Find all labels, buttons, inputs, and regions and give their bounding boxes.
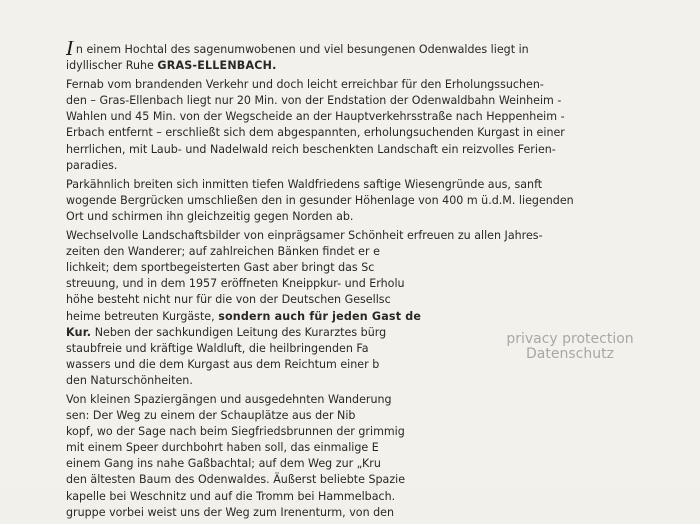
watermark-line-1: privacy protection [506,331,634,347]
document-text [66,41,656,524]
text-line: wogende Bergrücken umschließen den in gesunder Höhenlage von 400 m ü.d.M. liegenden [66,193,574,207]
line-text: heime betreuten Kurgäste, [66,309,219,323]
initial-letter: I [66,41,74,59]
text-line: gruppe vorbei weist uns der Weg zum Irenenturm, von den [66,505,395,519]
text-line: lichkeit; dem sportbegeisterten Gast aber bringt das Sc [66,261,375,275]
watermark-line-2: Datenschutz [526,346,614,362]
paragraph-walks [66,392,656,521]
text-line: paradies. [66,158,118,172]
text-line: kopf, wo der Sage nach beim Siegfriedsbrunnen der grimmig [66,425,405,439]
line-text: idyllischer Ruhe [66,59,158,73]
paragraph-location [66,77,656,174]
text-line: einem Gang ins nahe Gaßbachtal; auf dem Weg zur „Kru [66,457,381,471]
text-line [66,58,656,74]
text-line: den ältesten Baum des Odenwaldes. Äußerst beliebte Spazie [66,473,406,487]
text-line [66,41,656,58]
line-text: Neben der sachkundigen Leitung des Kurarztes bürg [91,325,387,339]
place-name: GRAS-ELLENBACH. [157,59,277,73]
text-line: Erbach entfernt – erschließt sich dem abgespannten, erholungsuchenden Kurgast in einer [66,126,565,140]
text-line: sen: Der Weg zu einem der Schauplätze aus der Nib [66,409,356,423]
text-line: staubfreie und kräftige Waldluft, die heilbringenden Fa [66,341,369,355]
text-line: Ort und schirmen ihn gleichzeitig gegen Norden ab. [66,209,354,223]
text-line: Parkähnlich breiten sich inmitten tiefen Waldfriedens saftige Wiesengründe aus, sanft [66,177,543,191]
privacy-watermark [470,332,670,362]
text-line: Von kleinen Spaziergängen und ausgedehnten Wanderung [66,392,392,406]
emphasis-text: sondern auch für jeden Gast de [218,309,422,323]
line-text: n einem Hochtal des sagenumwobenen und viel besungenen Odenwaldes liegt in [75,43,529,56]
text-line: mit einem Speer durchbohrt haben soll, das einmalige E [66,441,379,455]
text-line: den Naturschönheiten. [66,373,193,387]
text-line: zeiten den Wanderer; auf zahlreichen Bänken findet er e [66,245,380,259]
text-line: Wechselvolle Landschaftsbilder von einprägsamer Schönheit erfreuen zu allen Jahres- [66,229,543,243]
text-line [66,309,656,325]
text-line: herrlichen, mit Laub- und Nadelwald reich beschenkten Landschaft ein reizvolles Ferien- [66,142,556,156]
text-line: kapelle bei Weschnitz und auf die Tromm bei Hammelbach. [66,489,396,503]
text-line: Fernab vom brandenden Verkehr und doch leicht erreichbar für den Erholungssuchen- [66,78,544,92]
text-line: wassers und die dem Kurgast aus dem Reichtum einer b [66,357,380,371]
text-line: Wahlen und 45 Min. von der Wegscheide an der Hauptverkehrsstraße nach Heppenheim - [66,110,565,124]
text-line: höhe besteht nicht nur für die von der Deutschen Gesellsc [66,293,391,307]
text-line: streuung, und in dem 1957 eröffneten Kneippkur- und Erholu [66,277,405,291]
paragraph-landscape [66,177,656,225]
paragraph-intro [66,41,656,74]
text-line: den – Gras-Ellenbach liegt nur 20 Min. von der Endstation der Odenwaldbahn Weinheim - [66,94,562,108]
emphasis-text: Kur. [66,325,92,339]
paragraph-seasons [66,228,656,389]
